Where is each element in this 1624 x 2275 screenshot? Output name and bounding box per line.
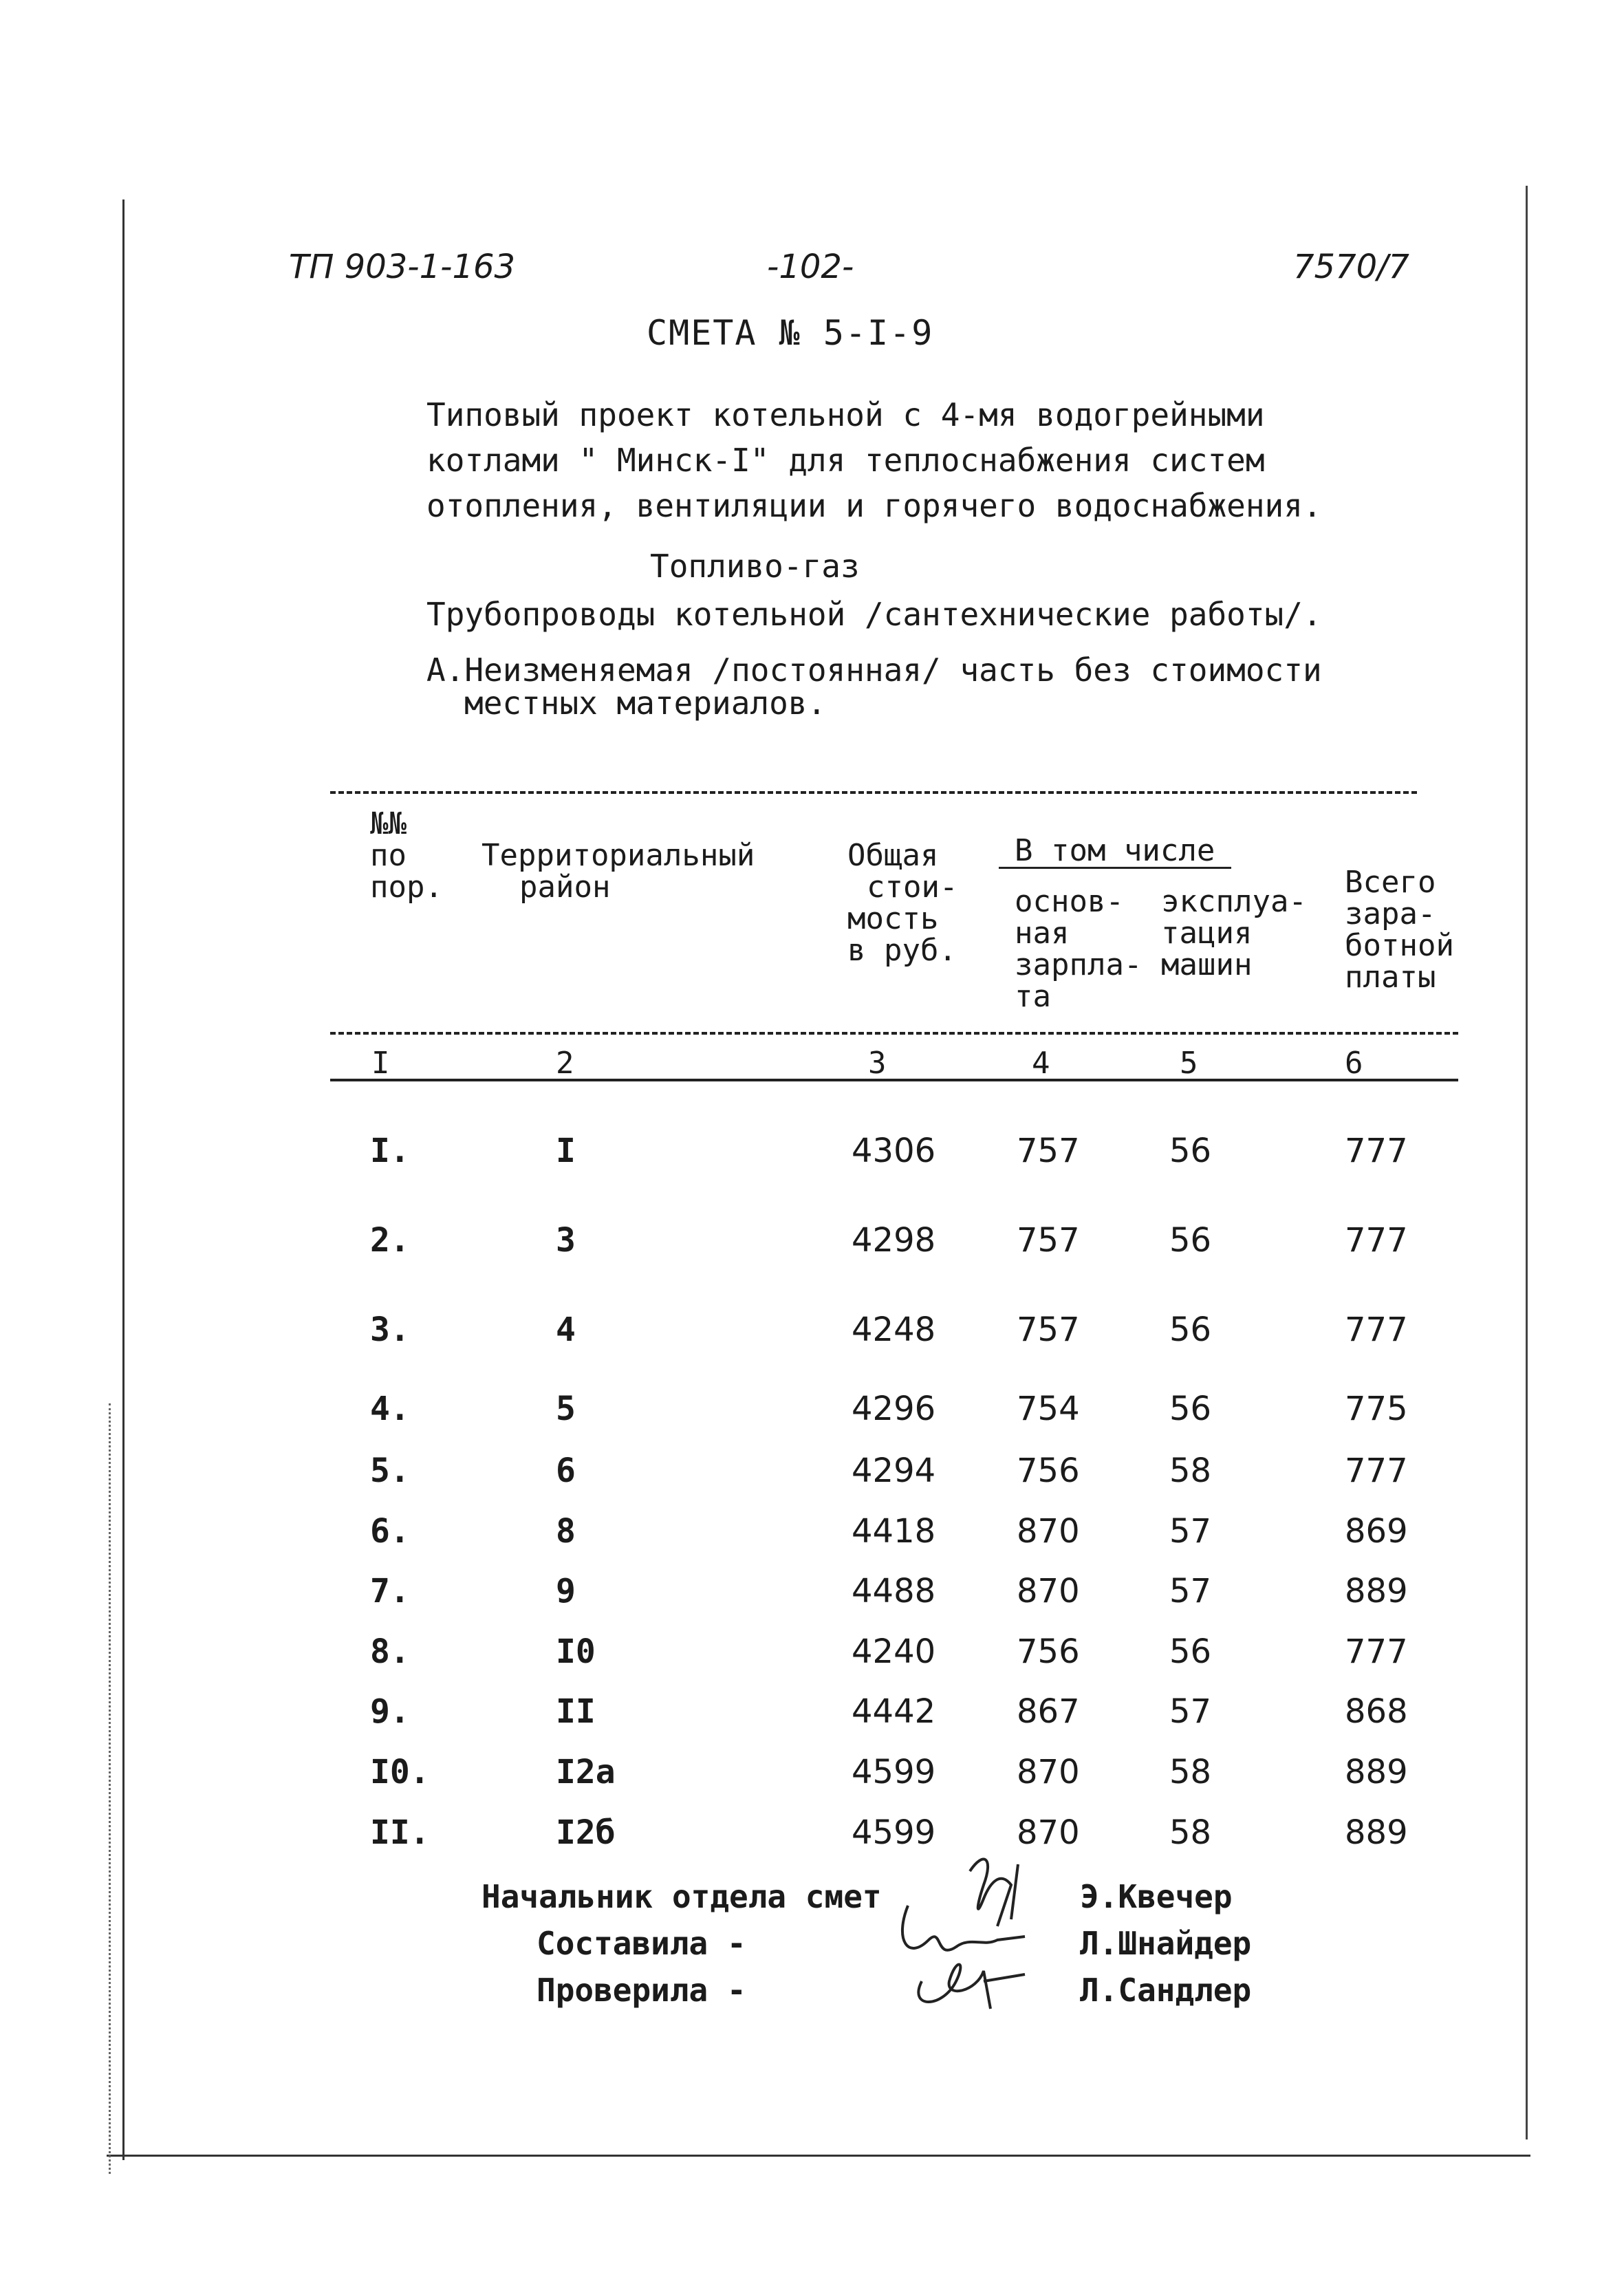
row-number: 9. (370, 1692, 410, 1731)
row-machine-operation: 56 (1169, 1311, 1212, 1349)
row-total-wage: 777 (1345, 1311, 1408, 1349)
row-region: I2а (556, 1753, 616, 1791)
row-base-wage: 867 (1017, 1692, 1080, 1731)
part-a-line-2: местных материалов. (464, 684, 827, 722)
checked-by-name: Л.Сандлер (1080, 1972, 1252, 2009)
row-base-wage: 870 (1017, 1512, 1080, 1551)
row-region: 5 (556, 1390, 576, 1428)
column-number-2: 2 (556, 1046, 574, 1081)
row-total-wage: 869 (1345, 1512, 1408, 1551)
sheet-code: 7570/7 (1293, 248, 1409, 286)
row-total-wage: 775 (1345, 1390, 1408, 1428)
description-line-2: котлами " Минск-I" для теплоснабжения систем (426, 442, 1265, 479)
column-number-3: 3 (868, 1046, 887, 1081)
row-total-cost: 4488 (852, 1572, 936, 1610)
row-region: II (556, 1692, 596, 1731)
row-machine-operation: 56 (1169, 1632, 1212, 1671)
row-number: 8. (370, 1632, 410, 1671)
row-machine-operation: 57 (1169, 1512, 1212, 1551)
row-base-wage: 756 (1017, 1452, 1080, 1490)
row-machine-operation: 58 (1169, 1452, 1212, 1490)
row-total-cost: 4599 (852, 1753, 936, 1791)
fuel-type: Топливо-газ (650, 548, 860, 585)
row-region: I2б (556, 1813, 616, 1852)
row-machine-operation: 56 (1169, 1132, 1212, 1170)
column-number-4: 4 (1032, 1046, 1050, 1081)
row-total-cost: 4298 (852, 1221, 936, 1260)
column-number-6: 6 (1345, 1046, 1363, 1081)
row-total-cost: 4294 (852, 1452, 936, 1490)
row-base-wage: 757 (1017, 1221, 1080, 1260)
header-group-label: В том числе (1015, 833, 1215, 868)
frame-right-border (1526, 186, 1528, 2139)
row-total-wage: 868 (1345, 1692, 1408, 1731)
row-total-cost: 4296 (852, 1390, 936, 1428)
row-number: II. (370, 1813, 430, 1852)
row-region: 8 (556, 1512, 576, 1551)
row-base-wage: 870 (1017, 1753, 1080, 1791)
page-number: -102- (767, 248, 854, 286)
checked-by-label: Проверила - (537, 1972, 746, 2009)
frame-left-border (122, 200, 124, 2160)
compiled-by-label: Составила - (537, 1925, 746, 1962)
row-region: 3 (556, 1221, 576, 1260)
row-total-wage: 889 (1345, 1753, 1408, 1791)
row-number: 4. (370, 1390, 410, 1428)
row-number: 7. (370, 1572, 410, 1610)
row-total-cost: 4240 (852, 1632, 936, 1671)
row-base-wage: 870 (1017, 1572, 1080, 1610)
part-a-line-1: А.Неизменяемая /постоянная/ часть без стоимости (426, 651, 1322, 689)
row-machine-operation: 58 (1169, 1753, 1212, 1791)
row-base-wage: 754 (1017, 1390, 1080, 1428)
row-total-cost: 4418 (852, 1512, 936, 1551)
header-col-number: №№ по пор. (370, 806, 443, 905)
project-code: ТП 903-1-163 (289, 248, 516, 286)
works-type: Трубопроводы котельной /сантехнические работы/. (426, 596, 1322, 633)
row-machine-operation: 57 (1169, 1692, 1212, 1731)
row-base-wage: 756 (1017, 1632, 1080, 1671)
row-total-cost: 4248 (852, 1311, 936, 1349)
row-region: I (556, 1132, 576, 1170)
row-region: I0 (556, 1632, 596, 1671)
handwritten-signatures (880, 1844, 1073, 2023)
description-line-3: отопления, вентиляции и горячего водоснабжения. (426, 487, 1322, 524)
row-machine-operation: 57 (1169, 1572, 1212, 1610)
description-line-1: Типовый проект котельной с 4-мя водогрейными (426, 396, 1265, 433)
row-number: 6. (370, 1512, 410, 1551)
column-number-1: I (371, 1046, 390, 1081)
row-total-wage: 889 (1345, 1813, 1408, 1852)
row-total-wage: 777 (1345, 1632, 1408, 1671)
header-col-total: Общая стои- мость в руб. (847, 838, 958, 968)
head-of-department-name: Э.Квечер (1080, 1878, 1233, 1915)
table-header-rule (330, 1032, 1458, 1035)
row-total-wage: 777 (1345, 1452, 1408, 1490)
row-total-cost: 4599 (852, 1813, 936, 1852)
header-col-region: Территориальный район (481, 838, 755, 905)
row-total-cost: 4306 (852, 1132, 936, 1170)
header-col-all-wage: Всего зара- ботной платы (1345, 865, 1454, 995)
row-total-wage: 889 (1345, 1572, 1408, 1610)
row-region: 9 (556, 1572, 576, 1610)
row-base-wage: 757 (1017, 1311, 1080, 1349)
row-machine-operation: 56 (1169, 1221, 1212, 1260)
row-region: 4 (556, 1311, 576, 1349)
column-numbers-rule (330, 1079, 1458, 1081)
column-number-5: 5 (1180, 1046, 1198, 1081)
row-number: 3. (370, 1311, 410, 1349)
compiled-by-name: Л.Шнайдер (1080, 1925, 1252, 1962)
header-col-wage: основ- ная зарпла- та (1015, 884, 1143, 1014)
row-region: 6 (556, 1452, 576, 1490)
row-number: I. (370, 1132, 410, 1170)
row-base-wage: 870 (1017, 1813, 1080, 1852)
row-total-wage: 777 (1345, 1132, 1408, 1170)
document-title: СМЕТА № 5-I-9 (647, 313, 934, 353)
row-machine-operation: 58 (1169, 1813, 1212, 1852)
row-number: I0. (370, 1753, 430, 1791)
frame-bottom-border (107, 2155, 1530, 2157)
binding-margin-marks (109, 1403, 113, 2174)
row-total-cost: 4442 (852, 1692, 936, 1731)
row-machine-operation: 56 (1169, 1390, 1212, 1428)
row-total-wage: 777 (1345, 1221, 1408, 1260)
header-col-machines: эксплуа- тация машин (1161, 884, 1307, 982)
table-top-rule (330, 791, 1417, 794)
row-base-wage: 757 (1017, 1132, 1080, 1170)
row-number: 2. (370, 1221, 410, 1260)
head-of-department-label: Начальник отдела смет (481, 1878, 882, 1915)
row-number: 5. (370, 1452, 410, 1490)
